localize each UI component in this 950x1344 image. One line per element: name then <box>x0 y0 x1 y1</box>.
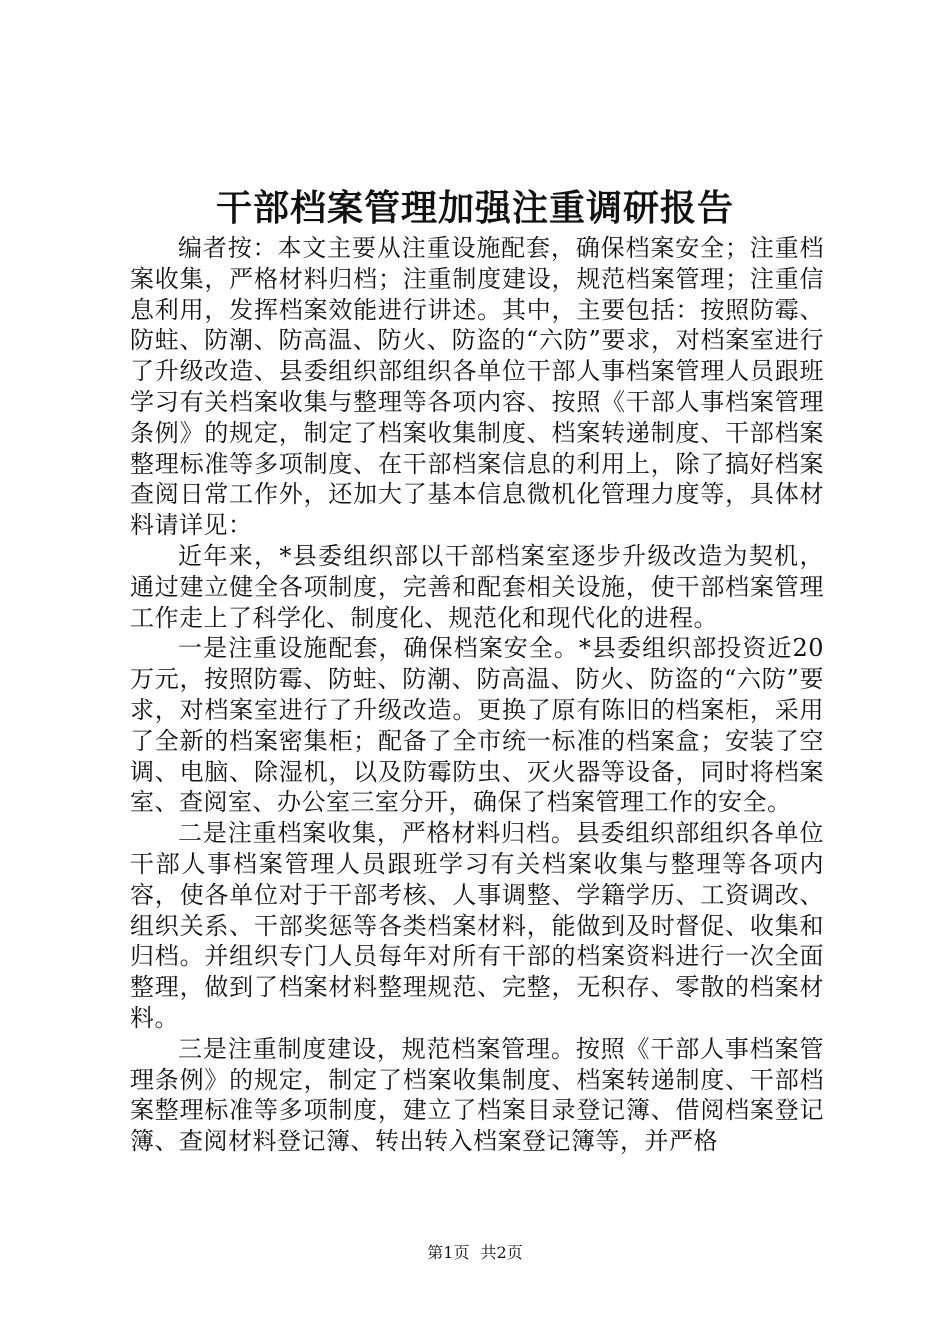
paragraph-collection: 二是注重档案收集，严格材料归档。县委组织部组织各单位干部人事档案管理人员跟班学习有关档案收集与整理等各项内容，使各单位对于干部考核、人事调整、学籍学历、工资调改、组织关系、干部奖惩等各类档案材料，能做到及时督促、收集和归档。并组织专门人员每年对所有干部的档案资料进行一次全面整理，做到了档案材料整理规范、完整，无积存、零散的档案材料。 <box>130 819 824 1032</box>
page-total: 共2页 <box>480 1243 523 1262</box>
paragraph-system: 三是注重制度建设，规范档案管理。按照《干部人事档案管理条例》的规定，制定了档案收集制度、档案转递制度、干部档案整理标准等多项制度，建立了档案目录登记簿、借阅档案登记簿、查阅材料登记簿、转出转入档案登记簿等，并严格 <box>130 1034 824 1156</box>
paragraph-intro: 近年来，*县委组织部以干部档案室逐步升级改造为契机，通过建立健全各项制度，完善和配套相关设施，使干部档案管理工作走上了科学化、制度化、规范化和现代化的进程。 <box>130 541 824 632</box>
paragraph-facilities: 一是注重设施配套，确保档案安全。*县委组织部投资近20万元，按照防霉、防蛀、防潮、防高温、防火、防盗的“六防”要求，对档案室进行了升级改造。更换了原有陈旧的档案柜，采用了全新的档案密集柜；配备了全市统一标准的档案盒；安装了空调、电脑、除湿机，以及防霉防虫、灭火器等设备，同时将档案室、查阅室、办公室三室分开，确保了档案管理工作的安全。 <box>130 634 824 817</box>
paragraph-editor-note: 编者按：本文主要从注重设施配套，确保档案安全；注重档案收集，严格材料归档；注重制度建设，规范档案管理；注重信息利用，发挥档案效能进行讲述。其中，主要包括：按照防霉、防蛀、防潮、防高温、防火、防盗的“六防”要求，对档案室进行了升级改造、县委组织部组织各单位干部人事档案管理人员跟班学习有关档案收集与整理等各项内容、按照《干部人事档案管理条例》的规定，制定了档案收集制度、档案转递制度、干部档案整理标准等多项制度、在干部档案信息的利用上，除了搞好档案查阅日常工作外，还加大了基本信息微机化管理力度等，具体材料请详见： <box>130 234 824 540</box>
page-footer <box>0 1242 950 1264</box>
document-title: 干部档案管理加强注重调研报告 <box>215 187 734 229</box>
document-body <box>130 233 824 1157</box>
page-number: 第1页 <box>427 1243 470 1262</box>
